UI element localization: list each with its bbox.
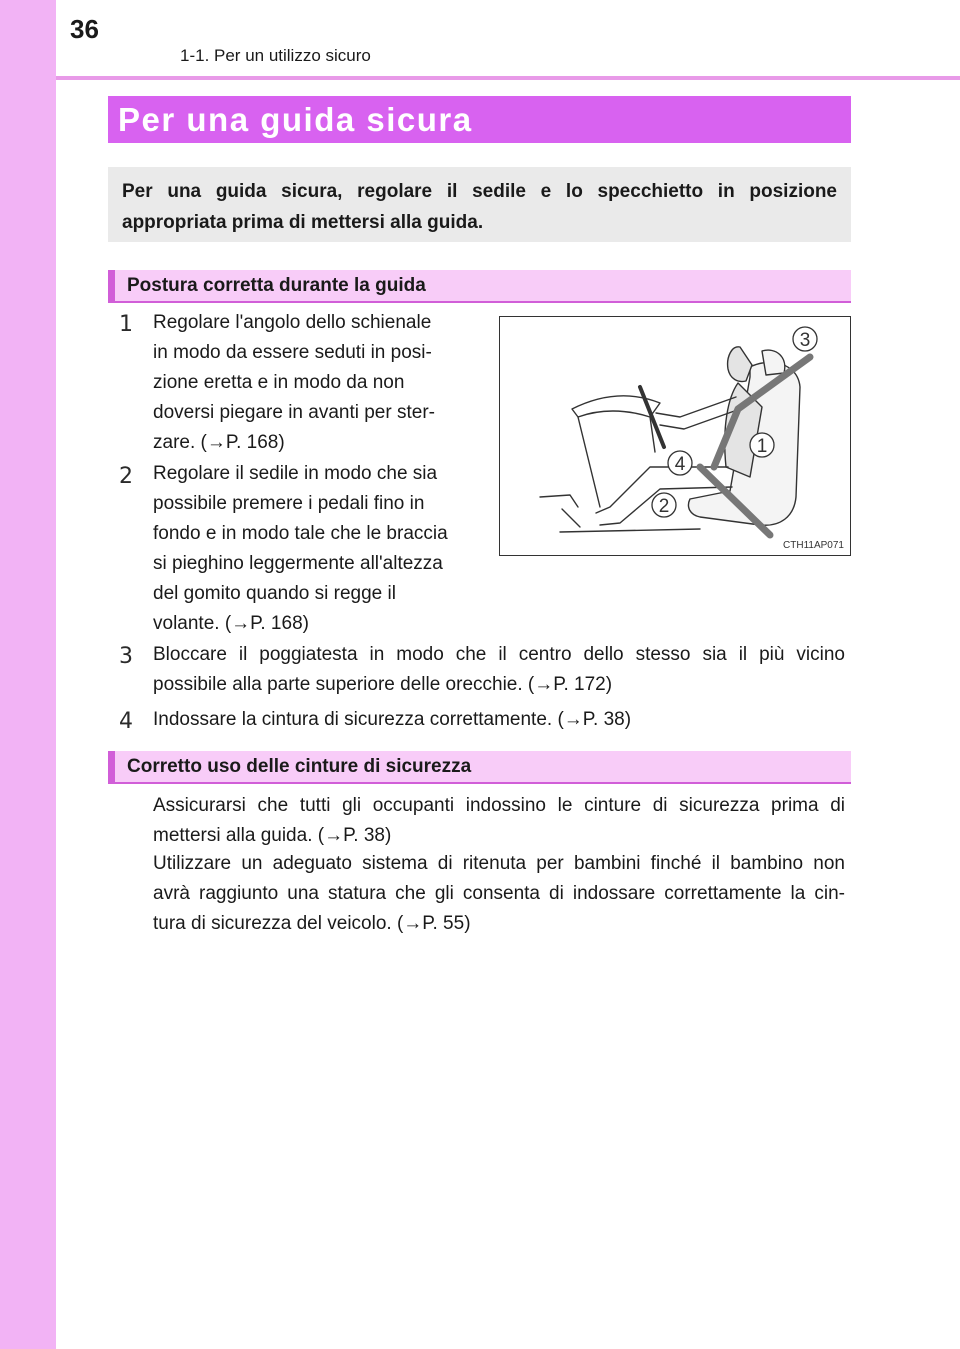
- item-1-line-2: in modo da essere seduti in posi-: [153, 342, 432, 363]
- item-number-4: 4: [119, 709, 133, 734]
- seatbelt-paragraph-1: [153, 791, 845, 851]
- item-2-line-2: possibile premere i pedali fino in: [153, 493, 425, 514]
- item-number-1: 1: [119, 312, 133, 337]
- item-number-2: 2: [119, 464, 133, 489]
- item-4-line-1: Indossare la cintura di sicurezza correttamente. (→P. 38): [153, 709, 632, 730]
- callout-2: 2: [658, 496, 670, 517]
- running-head: 1-1. Per un utilizzo sicuro: [180, 46, 371, 65]
- callout-3: 3: [799, 330, 811, 351]
- item-1-line-5: zare. (→P. 168): [153, 432, 285, 453]
- item-3-line-1: Bloccare il poggiatesta in modo che il centro dello stesso sia il più vicino: [153, 644, 845, 665]
- item-2-line-1: Regolare il sedile in modo che sia: [153, 463, 438, 484]
- page-title-bar: [108, 96, 851, 143]
- page-title: Per una guida sicura: [118, 101, 473, 138]
- item-2-line-6: volante. (→P. 168): [153, 613, 309, 634]
- callout-4: 4: [674, 454, 686, 475]
- item-number-3: 3: [119, 644, 133, 669]
- item-3-line-2: possibile alla parte superiore delle orecchie. (→P. 172): [153, 674, 613, 695]
- intro-text: Per una guida sicura, regolare il sedile e lo specchietto in posizione appropriata prima di mettersi alla guida.: [122, 181, 837, 233]
- figure-code: CTH11AP071: [783, 540, 844, 551]
- callout-1: 1: [756, 436, 768, 457]
- section-marker: [108, 751, 115, 782]
- item-1-line-1: Regolare l'angolo dello schienale: [153, 312, 432, 333]
- section-marker: [108, 270, 115, 301]
- seatbelt-p2-line-3: tura di sicurezza del veicolo. (→P. 55): [153, 913, 471, 934]
- side-thumb-band: [0, 0, 56, 1349]
- header-rule: [56, 76, 960, 80]
- seatbelt-paragraph-2: [153, 849, 845, 939]
- item-2-line-5: del gomito quando si regge il: [153, 583, 396, 604]
- seatbelt-p2-line-2: avrà raggiunto una statura che gli consenta di indossare correttamente la cin-: [153, 883, 845, 904]
- seatbelt-p1-line-2: mettersi alla guida. (→P. 38): [153, 825, 392, 846]
- section-heading-label: Corretto uso delle cinture di sicurezza: [127, 756, 472, 777]
- item-2-line-4: si pieghino leggermente all'altezza: [153, 553, 443, 574]
- item-text-1: [153, 308, 477, 458]
- section-heading-seatbelts: [108, 751, 851, 784]
- intro-box: [108, 167, 851, 242]
- item-1-line-4: doversi piegare in avanti per ster-: [153, 402, 435, 423]
- page-number: 36: [70, 14, 99, 44]
- section-heading-posture: [108, 270, 851, 303]
- item-text-3: [153, 640, 845, 700]
- item-text-2: [153, 459, 477, 639]
- driving-posture-illustration: [500, 317, 850, 555]
- item-1-line-3: zione eretta e in modo da non: [153, 372, 405, 393]
- item-text-4: [153, 705, 845, 735]
- section-heading-label: Postura corretta durante la guida: [127, 275, 426, 296]
- seatbelt-p1-line-1: Assicurarsi che tutti gli occupanti indossino le cinture di sicurezza prima di: [153, 795, 845, 816]
- driving-posture-figure: [499, 316, 851, 556]
- item-2-line-3: fondo e in modo tale che le braccia: [153, 523, 448, 544]
- seatbelt-p2-line-1: Utilizzare un adeguato sistema di ritenuta per bambini finché il bambino non: [153, 853, 845, 874]
